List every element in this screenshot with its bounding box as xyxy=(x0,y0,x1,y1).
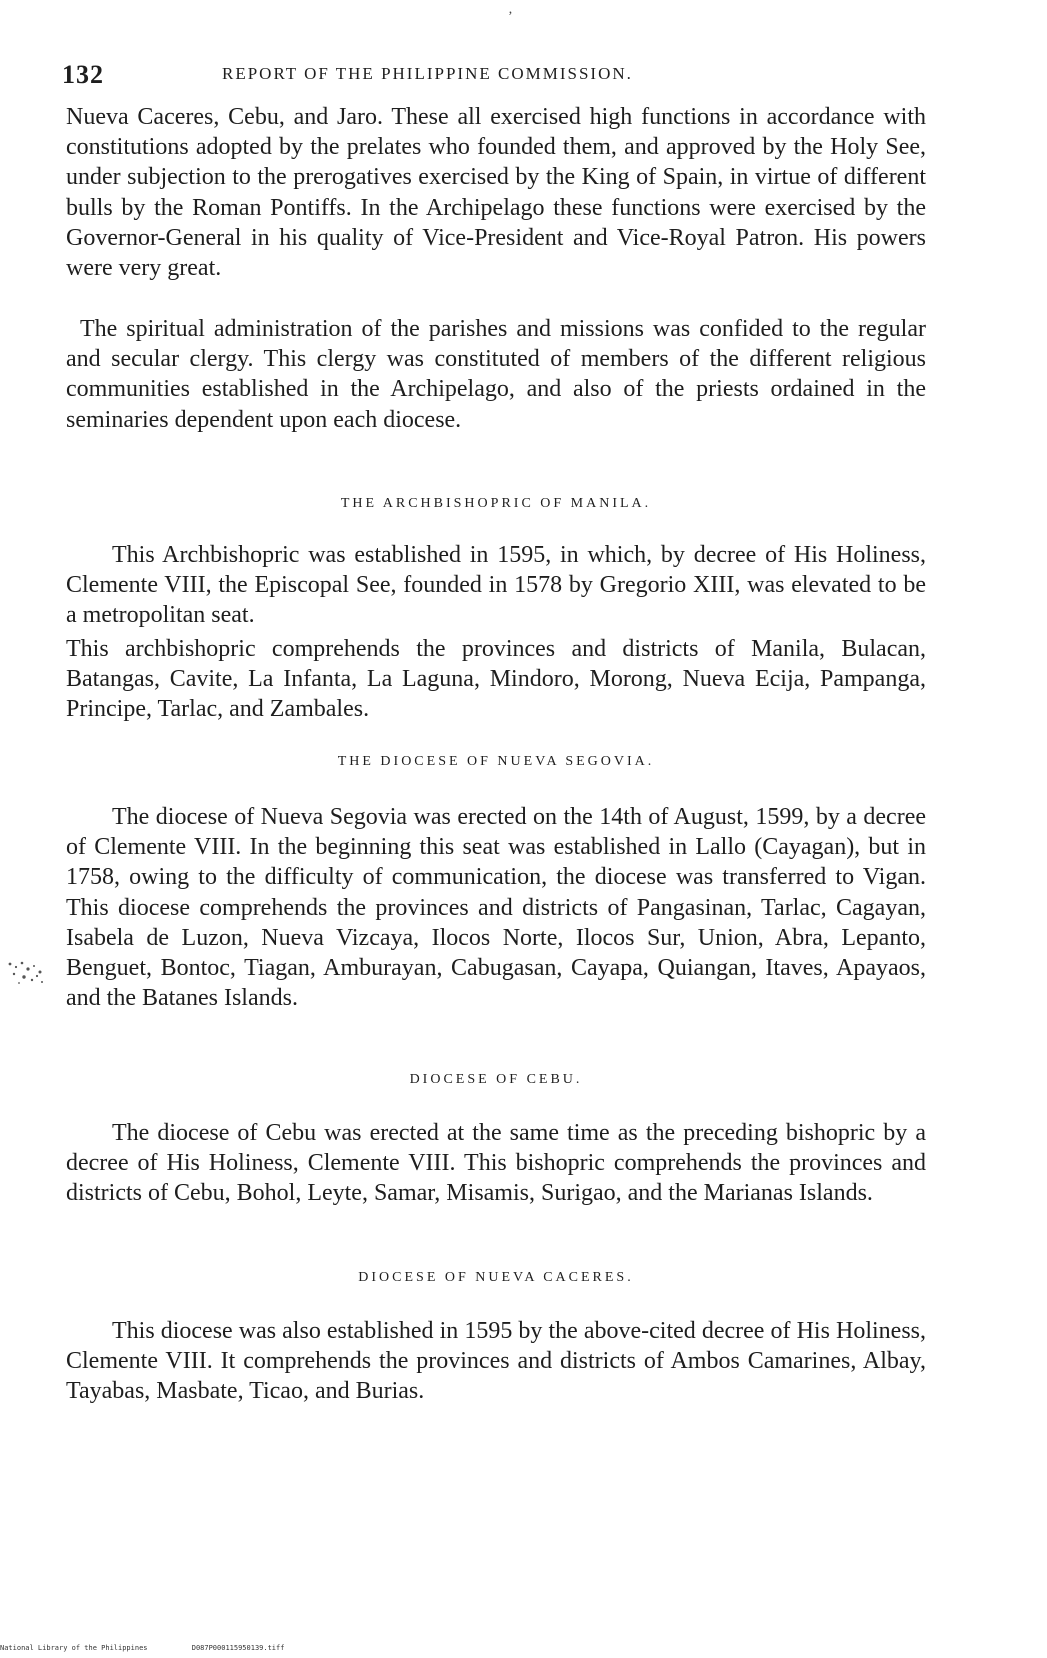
paragraph-manila-established: This Archbishopric was established in 1595, in which, by decree of His Holiness, Clemente VIII, the Episcopal See, founded in 1578 by Gregorio XIII, was elevated to be a metropolitan seat. xyxy=(66,542,926,629)
heading-diocese-nueva-segovia: THE DIOCESE OF NUEVA SEGOVIA. xyxy=(337,754,655,769)
paragraph-cebu: The diocese of Cebu was erected at the same time as the preceding bishopric by a decree of His Holiness, Clemente VIII. This bishopric comprehends the provinces and districts of Cebu, Bohol, Leyte, Samar, Misamis, Surigao, and the Marianas Islands. xyxy=(66,1120,926,1207)
heading-diocese-nueva-caceres: DIOCESE OF NUEVA CACERES. xyxy=(358,1270,634,1285)
scan-footer xyxy=(0,1644,284,1652)
paragraph-manila-provinces: This archbishopric comprehends the provinces and districts of Manila, Bulacan, Batangas, Cavite, La Infanta, La Laguna, Mindoro, Morong, Nueva Ecija, Pampanga, Principe, Tarlac, and Zambales. xyxy=(66,636,926,723)
paragraph-intro: Nueva Caceres, Cebu, and Jaro. These all exercised high functions in accordance with constitutions adopted by the prelates who founded them, and approved by the Holy See, under subjection to the prerogatives exercised by the King of Spain, in virtue of different bulls by the Roman Pontiffs. In the Archipelago these functions were exercised by the Governor-General in his quality of Vice-President and Vice-Royal Patron. His powers were very great. xyxy=(66,104,926,282)
top-mark: ‚ xyxy=(508,2,513,17)
running-head xyxy=(62,60,942,90)
paragraph-nueva-caceres: This diocese was also established in 1595 by the above-cited decree of His Holiness, Clemente VIII. It comprehends the provinces and districts of Ambos Camarines, Albay, Tayabas, Masbate, Ticao, and Burias. xyxy=(66,1318,926,1405)
running-title: REPORT OF THE PHILIPPINE COMMISSION. xyxy=(222,64,633,83)
heading-diocese-cebu: DIOCESE OF CEBU. xyxy=(409,1072,583,1087)
paragraph-nueva-segovia: The diocese of Nueva Segovia was erected on the 14th of August, 1599, by a decree of Clemente VIII. In the beginning this seat was established in Lallo (Cayagan), but in 1758, owing to the difficulty of communication, the diocese was transferred to Vigan. This diocese comprehends the provinces and districts of Pangasinan, Tarlac, Cagayan, Isabela de Luzon, Nueva Vizcaya, Ilocos Norte, Ilocos Sur, Union, Abra, Lepanto, Benguet, Bontoc, Tiagan, Amburayan, Cabugasan, Cayapa, Quiangan, Itaves, Apayaos, and the Batanes Islands. xyxy=(66,804,926,1012)
heading-archbishopric-manila: THE ARCHBISHOPRIC OF MANILA. xyxy=(340,496,652,511)
margin-smudge xyxy=(4,958,48,988)
paragraph-spiritual-administration: The spiritual administration of the parishes and missions was confided to the regular and secular clergy. This clergy was constituted of members of the different religious communities established in the Archipelago, and also of the priests ordained in the seminaries dependent upon each diocese. xyxy=(66,316,926,433)
footer-file-id: D087P000115950139.tiff xyxy=(191,1644,285,1652)
page-number: 132 xyxy=(62,60,104,89)
footer-library: National Library of the Philippines xyxy=(0,1644,148,1652)
